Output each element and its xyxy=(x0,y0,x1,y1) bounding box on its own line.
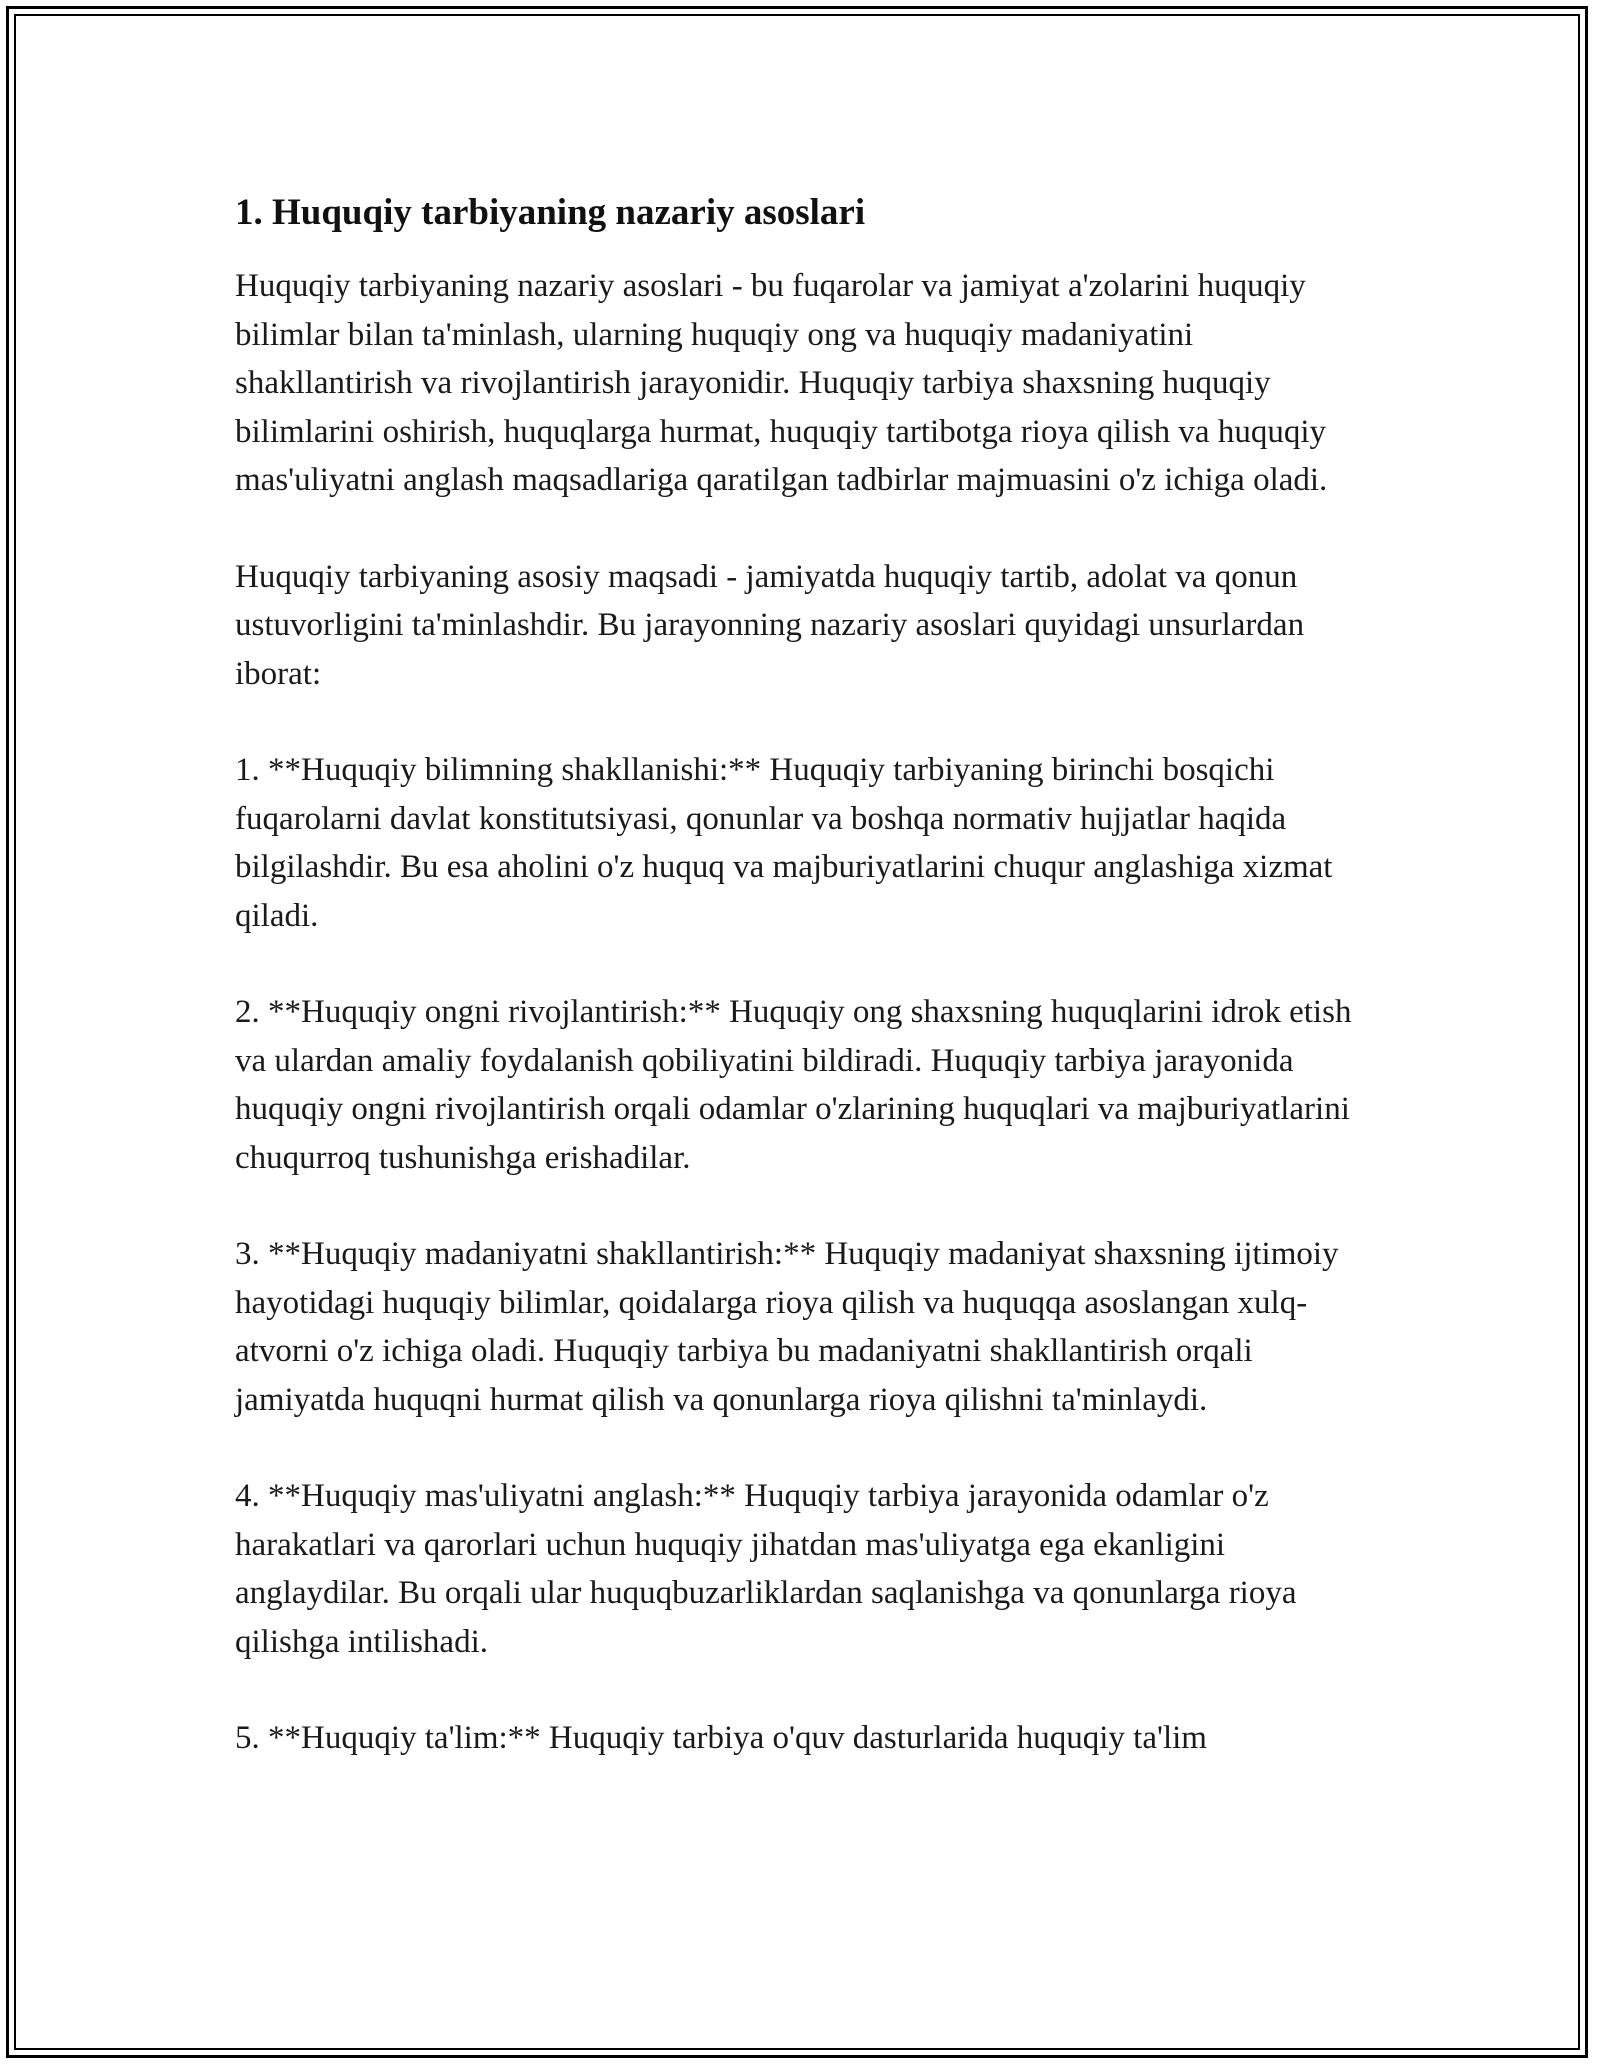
paragraph-intro: Huquqiy tarbiyaning nazariy asoslari - bu fuqarolar va jamiyat a'zolarini huquqiy bilimlar bilan ta'minlash, ularning huquqiy ong va huquqiy madaniyatini shakllantirish va rivojlantirish jarayonidir. Huquqiy tarbiya shaxsning huquqiy bilimlarini oshirish, huquqlarga hurmat, huquqiy tartibotga rioya qilish va huquqiy mas'uliyatni anglash maqsadlariga qaratilgan tadbirlar majmuasini o'z ichiga oladi. xyxy=(235,268,1328,498)
paragraph-main-goal: Huquqiy tarbiyaning asosiy maqsadi - jamiyatda huquqiy tartib, adolat va qonun ustuvorligini ta'minlashdir. Bu jarayonning nazariy asoslari quyidagi unsurlardan iborat: xyxy=(235,558,1305,692)
list-item-legal-consciousness: 2. **Huquqiy ongni rivojlantirish:** Huquqiy ong shaxsning huquqlarini idrok etish va ulardan amaliy foydalanish qobiliyatini bildiradi. Huquqiy tarbiya jarayonida huquqiy ongni rivojlantirish orqali odamlar o'zlarining huquqlari va majburiyatlarini chuqurroq tushunishga erishadilar. xyxy=(235,994,1352,1176)
list-item-legal-culture: 3. **Huquqiy madaniyatni shakllantirish:** Huquqiy madaniyat shaxsning ijtimoiy hayotidagi huquqiy bilimlar, qoidalarga rioya qilish va huquqqa asoslangan xulq-atvorni o'z ichiga oladi. Huquqiy tarbiya bu madaniyatni shakllantirish orqali jamiyatda huquqni hurmat qilish va qonunlarga rioya qilishni ta'minlaydi. xyxy=(235,1236,1339,1418)
list-item-legal-knowledge: 1. **Huquqiy bilimning shakllanishi:** Huquqiy tarbiyaning birinchi bosqichi fuqarolarni davlat konstitutsiyasi, qonunlar va boshqa normativ hujjatlar haqida bilgilashdir. Bu esa aholini o'z huquq va majburiyatlarini chuqur anglashiga xizmat qiladi. xyxy=(235,752,1333,934)
list-item-legal-education: 5. **Huquqiy ta'lim:** Huquqiy tarbiya o'quv dasturlarida huquqiy ta'lim xyxy=(235,1720,1207,1756)
list-item-legal-responsibility: 4. **Huquqiy mas'uliyatni anglash:** Huquqiy tarbiya jarayonida odamlar o'z harakatlari va qarorlari uchun huquqiy jihatdan mas'uliyatga ega ekanligini anglaydilar. Bu orqali ular huquqbuzarliklardan saqlanishga va qonunlarga rioya qilishga intilishadi. xyxy=(235,1478,1297,1660)
document-title: 1. Huquqiy tarbiyaning nazariy asoslari xyxy=(235,192,866,233)
document-body xyxy=(235,186,1360,1763)
